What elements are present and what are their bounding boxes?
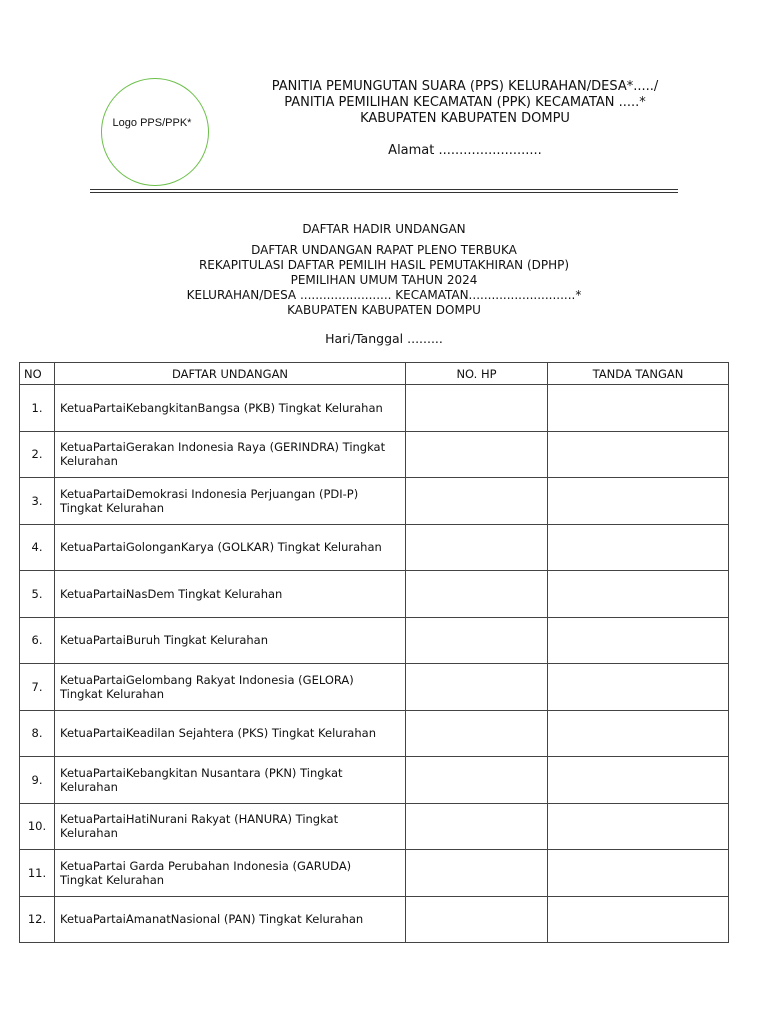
row-number: 5. <box>20 571 55 618</box>
phone-cell[interactable] <box>406 896 548 943</box>
row-number: 8. <box>20 710 55 757</box>
signature-cell[interactable] <box>548 617 729 664</box>
letterhead-line-3: KABUPATEN KABUPATEN DOMPU <box>360 111 570 126</box>
header-phone: NO. HP <box>406 363 548 385</box>
phone-cell[interactable] <box>406 478 548 525</box>
signature-cell[interactable] <box>548 896 729 943</box>
row-number: 12. <box>20 896 55 943</box>
phone-cell[interactable] <box>406 571 548 618</box>
table-row <box>20 757 729 804</box>
title-line-4: PEMILIHAN UMUM TAHUN 2024 <box>290 273 478 287</box>
row-number: 11. <box>20 850 55 897</box>
invitee-name: KetuaPartaiGerakan Indonesia Raya (GERINDRA) Tingkat Kelurahan <box>55 431 406 478</box>
header-divider-thick <box>90 192 678 193</box>
table-row <box>20 385 729 432</box>
row-number: 7. <box>20 664 55 711</box>
letterhead <box>212 79 718 127</box>
row-number: 1. <box>20 385 55 432</box>
row-number: 10. <box>20 803 55 850</box>
phone-cell[interactable] <box>406 803 548 850</box>
signature-cell[interactable] <box>548 803 729 850</box>
title-line-1: DAFTAR HADIR UNDANGAN <box>302 222 466 236</box>
signature-cell[interactable] <box>548 664 729 711</box>
signature-cell[interactable] <box>548 431 729 478</box>
table-row <box>20 710 729 757</box>
letterhead-line-1: PANITIA PEMUNGUTAN SUARA (PPS) KELURAHAN/DESA*...../ <box>271 79 659 94</box>
phone-cell[interactable] <box>406 710 548 757</box>
row-number: 6. <box>20 617 55 664</box>
table-row <box>20 571 729 618</box>
row-number: 9. <box>20 757 55 804</box>
invitee-name: KetuaPartaiGolonganKarya (GOLKAR) Tingkat Kelurahan <box>55 524 406 571</box>
header-no: NO <box>20 363 55 385</box>
header-divider-thin <box>90 189 678 190</box>
table-row <box>20 524 729 571</box>
row-number: 2. <box>20 431 55 478</box>
phone-cell[interactable] <box>406 617 548 664</box>
document-title <box>100 222 668 318</box>
invitee-name: KetuaPartaiKebangkitan Nusantara (PKN) Tingkat Kelurahan <box>55 757 406 804</box>
table-row <box>20 431 729 478</box>
invitee-name: KetuaPartaiKeadilan Sejahtera (PKS) Tingkat Kelurahan <box>55 710 406 757</box>
logo-placeholder <box>101 78 209 186</box>
table-row <box>20 664 729 711</box>
title-line-5: KELURAHAN/DESA ........................ KECAMATAN............................* <box>186 288 582 302</box>
phone-cell[interactable] <box>406 431 548 478</box>
signature-cell[interactable] <box>548 571 729 618</box>
invitee-name: KetuaPartaiDemokrasi Indonesia Perjuangan (PDI-P) Tingkat Kelurahan <box>55 478 406 525</box>
title-line-3: REKAPITULASI DAFTAR PEMILIH HASIL PEMUTAKHIRAN (DPHP) <box>198 258 570 272</box>
letterhead-line-2: PANITIA PEMILIHAN KECAMATAN (PPK) KECAMATAN .....* <box>284 95 646 110</box>
table-row <box>20 803 729 850</box>
invitee-name: KetuaPartai Garda Perubahan Indonesia (GARUDA) Tingkat Kelurahan <box>55 850 406 897</box>
title-line-2: DAFTAR UNDANGAN RAPAT PLENO TERBUKA <box>251 243 517 257</box>
invitee-name: KetuaPartaiBuruh Tingkat Kelurahan <box>55 617 406 664</box>
invitee-name: KetuaPartaiKebangkitanBangsa (PKB) Tingkat Kelurahan <box>55 385 406 432</box>
signature-cell[interactable] <box>548 524 729 571</box>
logo-label: Logo PPS/PPK* <box>112 117 192 129</box>
invitee-name: KetuaPartaiNasDem Tingkat Kelurahan <box>55 571 406 618</box>
table-header-row <box>20 363 729 385</box>
date-line: Hari/Tanggal ......... <box>325 331 443 346</box>
phone-cell[interactable] <box>406 850 548 897</box>
phone-cell[interactable] <box>406 385 548 432</box>
table-row <box>20 896 729 943</box>
signature-cell[interactable] <box>548 478 729 525</box>
attendance-table <box>19 362 729 943</box>
phone-cell[interactable] <box>406 664 548 711</box>
invitee-name: KetuaPartaiAmanatNasional (PAN) Tingkat Kelurahan <box>55 896 406 943</box>
header-signature: TANDA TANGAN <box>548 363 729 385</box>
address: Alamat ......................... <box>388 143 542 158</box>
signature-cell[interactable] <box>548 710 729 757</box>
phone-cell[interactable] <box>406 757 548 804</box>
signature-cell[interactable] <box>548 850 729 897</box>
table-row <box>20 478 729 525</box>
header-invitee: DAFTAR UNDANGAN <box>55 363 406 385</box>
row-number: 4. <box>20 524 55 571</box>
invitee-name: KetuaPartaiHatiNurani Rakyat (HANURA) Tingkat Kelurahan <box>55 803 406 850</box>
invitee-name: KetuaPartaiGelombang Rakyat Indonesia (GELORA) Tingkat Kelurahan <box>55 664 406 711</box>
signature-cell[interactable] <box>548 385 729 432</box>
table-row <box>20 617 729 664</box>
row-number: 3. <box>20 478 55 525</box>
signature-cell[interactable] <box>548 757 729 804</box>
title-line-6: KABUPATEN KABUPATEN DOMPU <box>287 303 481 317</box>
phone-cell[interactable] <box>406 524 548 571</box>
table-row <box>20 850 729 897</box>
